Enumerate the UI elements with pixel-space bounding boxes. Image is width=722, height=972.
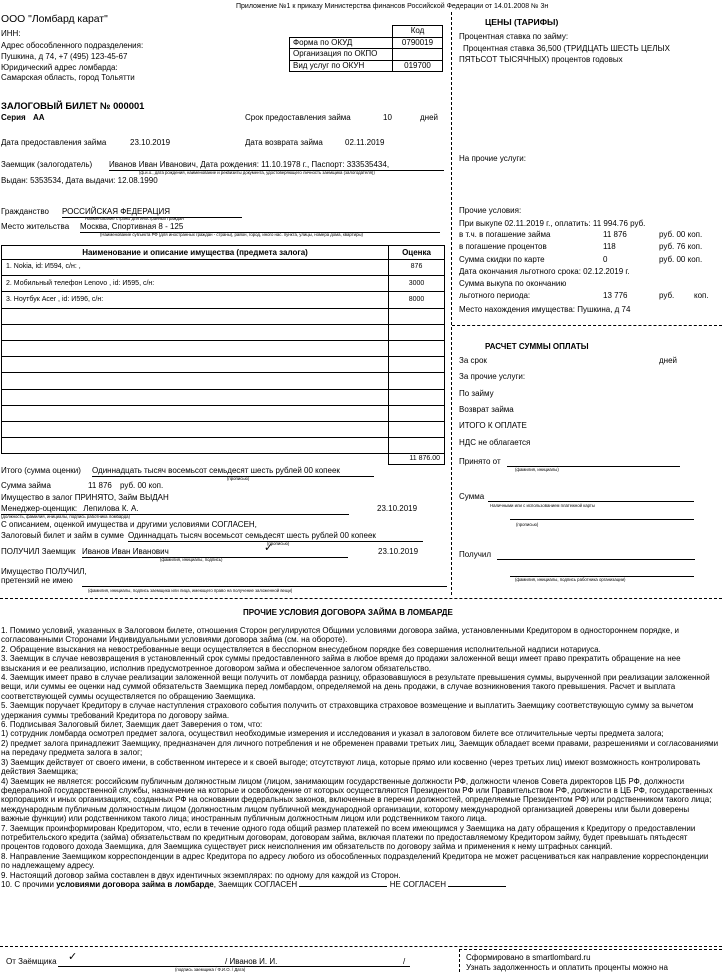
term-days: дней (420, 113, 439, 122)
item-name (2, 340, 389, 356)
p10-bold: условиями договора займа в ломбарде (56, 879, 214, 889)
ticket-title: ЗАЛОГОВЫЙ БИЛЕТ № 000001 (1, 100, 145, 111)
repay-loan-value: 11 876 (603, 230, 627, 239)
col-name-header: Наименование и описание имущества (предмета залога) (2, 246, 389, 260)
received-label: ПОЛУЧИЛ Заемщик (1, 547, 76, 556)
term-value: 10 (383, 113, 392, 122)
calc-term-label: За срок (459, 356, 487, 365)
calc-got-label: Получил (459, 550, 491, 559)
accepted-text: Имущество в залог ПРИНЯТО, Займ ВЫДАН (1, 493, 169, 502)
item-value: 876 (389, 260, 445, 276)
card-discount-unit: руб. 00 коп. (659, 255, 703, 264)
buyout-line: При выкупе 02.11.2019 г., оплатить: 11 994.76 руб. (459, 219, 646, 228)
repay-int-label: в погашение процентов (459, 242, 547, 251)
issued-by: Выдан: 5353534, Дата выдачи: 12.08.1990 (1, 176, 158, 185)
calc-total-pay: ИТОГО К ОПЛАТЕ (459, 421, 527, 430)
calc-title: РАСЧЕТ СУММЫ ОПЛАТЫ (485, 342, 589, 351)
not-agreed: НЕ СОГЛАСЕН (389, 879, 447, 889)
item-name (2, 389, 389, 405)
item-value (389, 373, 445, 389)
calc-vat: НДС не облагается (459, 438, 531, 447)
condition-paragraph: 6. Подписывая Залоговый билет, Заемщик дает Заверения о том, что: (1, 720, 263, 730)
grace-sum-unit-1: руб. (659, 291, 675, 300)
received-hint: (фамилия, инициалы, подпись) (160, 557, 223, 562)
p10-start: 10. С прочими (1, 879, 55, 889)
other-terms-label: Прочие условия: (459, 206, 522, 215)
calc-return-loan: Возврат займа (459, 405, 514, 414)
total-label: Итого (сумма оценки) (1, 466, 81, 475)
calc-term-days: дней (659, 356, 678, 365)
received-name: Иванов Иван Иванович (82, 547, 348, 558)
rate-line-1: Процентная ставка 36,500 (ТРИДЦАТЬ ШЕСТЬ ЦЕЛЫХ (463, 44, 670, 53)
org-name: ООО "Ломбард карат" (1, 14, 108, 25)
residence-hint: (Наименование субъекта РФ (для иностранных граждан - страны), район, город, иного нас. пункта, улицы, номера дома, квартиры) (100, 232, 363, 237)
property-label-1: Имущество ПОЛУЧИЛ, (1, 567, 87, 576)
calc-other-services: За прочие услуги: (459, 372, 526, 381)
code-label-okpo: Организация по ОКПО (290, 49, 393, 61)
item-name (2, 324, 389, 340)
item-name (2, 438, 389, 454)
item-value (389, 324, 445, 340)
item-value (389, 357, 445, 373)
item-name (2, 421, 389, 437)
condition-paragraph: 4) Заемщик не является: российским публичным должностным лицом (лицом, занимающим государственные должности РФ, должности членов Совета директоров ЦБ РФ, должности федеральной государственной службы, назначение на которые и освобождение от которых осуществляются Президентом РФ или Правительством РФ, должности в ЦБ РФ, государственных корпорациях и иных организациях, созданных РФ на основании федеральных законов, включенные в перечни должностей, определяемые Президентом РФ) или родственником такого лица; международным публичным должностным лицом (должностным лицом публичной международной организации, которому международной организацией доверены или были доверены важные функции) или родственником такого лица; иностранным публичным должностным лицом или родственником такого лица. (1, 776, 713, 824)
other-services-label: На прочие услуги: (459, 154, 526, 163)
items-table (1, 245, 445, 465)
calc-sum-label: Сумма (459, 492, 485, 501)
code-label-okud: Форма по ОКУД (290, 37, 393, 49)
condition-paragraph: 1) сотрудник ломбарда осмотрел предмет залога, осуществил необходимые измерения и исследования и указал в залоговом билете все отличительные черты предмета залога; (1, 729, 664, 739)
code-label-okun: Вид услуг по ОКУН (290, 60, 393, 72)
branch-address: Пушкина, д 74, +7 (495) 123-45-67 (1, 52, 128, 61)
agreed-text: С описанием, оценкой имущества и другими условиями СОГЛАСЕН, (1, 520, 257, 529)
org-inn: ИНН: (1, 29, 21, 38)
checkmark-icon: ✓ (264, 542, 274, 554)
condition-paragraph-10 (1, 880, 719, 889)
loan-label: Сумма займа (1, 481, 51, 490)
property-sign-line (82, 586, 447, 587)
item-name: 3. Ноутбук Acer , id: И596, с/н: (2, 292, 389, 308)
manager-hint: (должность, фамилия, инициалы, подпись работника ломбарда) (1, 514, 130, 519)
footer-name: / Иванов И. И. (225, 957, 278, 966)
repay-int-value: 118 (603, 242, 616, 251)
citizenship-label: Гражданство (1, 207, 49, 216)
item-value (389, 340, 445, 356)
return-date-label: Дата возврата займа (245, 138, 323, 147)
calc-by-loan: По займу (459, 389, 494, 398)
debt-text: Узнать задолженность и оплатить проценты можно на (466, 963, 668, 972)
ticket-sum-words: Одиннадцать тысяч восемьсот семьдесят шесть рублей 00 копеек (128, 531, 423, 542)
sum-hint: Наличными или с использованием платежной карты (490, 503, 595, 508)
footer-separator (0, 946, 722, 947)
items-total: 11 876.00 (389, 454, 445, 465)
item-name: 2. Мобильный телефон Lenovo , id: И595, с/н: (2, 276, 389, 292)
branch-label: Адрес обособленного подразделения: (1, 41, 144, 50)
residence-label: Место жительства (1, 222, 70, 231)
manager-label: Менеджер-оценщик: (1, 504, 78, 513)
condition-paragraph: 3) Заемщик действует от своего имени, в собственном интересе и к своей выгоде; отсутствуют лица, которые прямо или косвенно (через третьих лиц) имеют возможность контролировать действия Заемщика; (1, 757, 701, 777)
footer-box-top (459, 949, 722, 950)
received-date: 23.10.2019 (378, 547, 419, 556)
legal-label: Юридический адрес ломбарда: (1, 63, 118, 72)
legal-address: Самарская область, город Тольятти (1, 73, 135, 82)
condition-paragraph: 5. Заемщик поручает Кредитору в случае наступления страхового события получить от страховщика страховое возмещение и выплатить Заемщику соответствующую сумму за вычетом удержания суммы требований Кредитора по договору займа. (1, 701, 694, 720)
return-date: 02.11.2019 (345, 138, 385, 147)
condition-paragraph: 1. Помимо условий, указанных в Залоговом билете, отношения Сторон регулируются Общими условиями договора займа, установленными Кредитором в одностороннем порядке, и согласованными Сторонами Индивидуальными условиями договора займа (см. на обороте). (1, 626, 679, 645)
grace-end: Дата окончания льготного срока: 02.12.2019 г. (459, 267, 630, 276)
footer-checkmark-icon: ✓ (68, 951, 78, 963)
item-name: 1. Nokia, id: И594, с/н: , (2, 260, 389, 276)
p10-end: , Заемщик СОГЛАСЕН (213, 879, 298, 889)
repay-loan-label: в т.ч. в погашение займа (459, 230, 551, 239)
repay-int-unit: руб. 76 коп. (659, 242, 703, 251)
ticket-sum-hint: (прописью) (267, 541, 290, 546)
item-value (389, 421, 445, 437)
footer-from-label: От Заёмщика (6, 957, 57, 966)
accepted-hint: (фамилия, инициалы) (515, 467, 559, 472)
section-separator (0, 598, 722, 599)
residence-value: Москва, Спортивная 8 - 125 (80, 222, 440, 233)
got-sign-line (510, 576, 694, 577)
code-value-okud: 0790019 (393, 37, 443, 49)
appendix-note: Приложение №1 к приказу Министерства финансов Российской Федерации от 14.01.2008 № 3н (236, 3, 549, 10)
item-value (389, 389, 445, 405)
rate-label: Процентная ставка по займу: (459, 32, 569, 41)
condition-paragraph: 8. Направление Заемщиком корреспонденции в адрес Кредитора по адресу любого из обособленных подразделений Кредитора не может расцениваться как направление корреспонденции по надлежащему адресу. (1, 851, 709, 871)
property-location: Место нахождения имущества: Пушкина, д 74 (459, 305, 631, 314)
item-name (2, 405, 389, 421)
borrower-hint: (ф.и.о., дата рождения, наименование и реквизиты документа, удостоверяющего личность заемщика (залогодателя)) (139, 170, 375, 175)
manager-line (1, 504, 349, 515)
condition-paragraph: 9. Настоящий договор займа составлен в двух идентичных экземплярах: по одному для каждой из Сторон. (1, 870, 401, 880)
code-value-okpo (393, 49, 443, 61)
ticket-sum-label: Залоговый билет и займ в сумме (1, 531, 124, 540)
condition-paragraph: 2) предмет залога принадлежит Заемщику, предназначен для личного потребления и не обременен правами третьих лиц, Заемщик обладает всеми правами, разрешениями и согласованиями на передачу предмета залога в залог; (1, 738, 719, 758)
formed-text: Сформировано в smartlombard.ru (466, 953, 591, 962)
column-separator (451, 12, 452, 595)
sum-line (488, 501, 694, 502)
issue-date: 23.10.2019 (130, 138, 171, 147)
repay-loan-unit: руб. 00 коп. (659, 230, 703, 239)
total-words-hint: (прописью) (227, 476, 250, 481)
condition-paragraph: 3. Заемщик в случае невозвращения в установленный срок суммы предоставленного займа в любое время до продажи заложенной вещи имеет право прекратить обращение на нее взыскания и ее реализацию, исполнив предусмотренное договором займа и обеспеченное залогом обязательство. (1, 654, 681, 673)
item-name (2, 373, 389, 389)
total-words: Одиннадцать тысяч восемьсот семьдесят шесть рублей 00 копеек (92, 466, 374, 477)
footer-name-end: / (403, 957, 406, 966)
property-hint: (фамилия, инициалы, подпись заемщика или лица, имеющего право на получение заложенной вещи) (88, 588, 293, 593)
item-name (2, 308, 389, 324)
footer-hint: (подпись заемщика / Ф.И.О. / Дата) (175, 967, 246, 972)
card-discount-value: 0 (603, 255, 608, 264)
got-hint: (фамилия, инициалы, подпись работника организации) (515, 577, 626, 582)
got-line (497, 559, 695, 560)
card-discount-label: Сумма скидки по карте (459, 255, 545, 264)
property-label-2: претензий не имею (1, 576, 73, 585)
loan-value: 11 876 (88, 481, 112, 490)
grace-sum-label-1: Сумма выкупа по окончанию (459, 279, 567, 288)
prices-separator (452, 325, 722, 326)
series-label: Серия (1, 113, 26, 122)
grace-sum-value: 13 776 (603, 291, 628, 300)
footer-box-left (459, 949, 460, 972)
grace-sum-label-2: льготного периода: (459, 291, 531, 300)
item-value (389, 438, 445, 454)
codes-table (289, 25, 443, 72)
sum-words-hint: (прописью) (516, 522, 539, 527)
citizenship-value: РОССИЙСКАЯ ФЕДЕРАЦИЯ (62, 207, 242, 218)
item-value: 3000 (389, 276, 445, 292)
series-value: АА (33, 113, 45, 122)
condition-paragraph: 7. Заемщик проинформирован Кредитором, что, если в течение одного года общий размер платежей по всем имеющимся у Заемщика на дату обращения к Кредитору о предоставлении потребительского кредита (займа) обязательствам по кредитным договорам, договорам займа, включая платежи по предоставляемому Кредитором займу, будет превышать пятьдесят процентов годового дохода Заемщика, для Заемщика существует риск неисполнения им обязательств по договору займа и применения к нему штрафных санкций. (1, 823, 696, 852)
sum-words-line (510, 519, 694, 520)
loan-unit: руб. 00 коп. (120, 481, 164, 490)
borrower-value: Иванов Иван Иванович, Дата рождения: 11.10.1978 г., Паспорт: 333535434, (109, 160, 444, 171)
condition-paragraph: 4. Заемщик имеет право в случае реализации заложенной вещи получить от ломбарда разницу, образовавшуюся в результате превышения суммы, вырученной при реализации заложенной вещи, или суммы ее оценки над суммой обязательств Заемщика перед ломбардом, определяемой на день продажи, в случае возникновения такого превышения. Расчет и выплата соответствующей суммы осуществляется по обращению Заемщика. (1, 673, 710, 701)
item-value (389, 405, 445, 421)
term-label: Срок предоставления займа (245, 113, 351, 122)
rate-line-2: ПЯТЬСОТ ТЫСЯЧНЫХ) процентов годовых (459, 55, 623, 64)
col-value-header: Оценка (389, 246, 445, 260)
calc-accepted-label: Принято от (459, 457, 501, 466)
item-value (389, 308, 445, 324)
item-value: 8000 (389, 292, 445, 308)
citizenship-hint: Наименование страны для иностранных граждан (85, 216, 184, 221)
conditions-text (1, 626, 719, 889)
borrower-label: Заемщик (залогодатель) (1, 160, 93, 169)
item-name (2, 357, 389, 373)
manager-date: 23.10.2019 (377, 504, 418, 513)
code-value-okun: 019700 (393, 60, 443, 72)
prices-title: ЦЕНЫ (ТАРИФЫ) (485, 17, 559, 27)
grace-sum-unit-2: коп. (694, 291, 709, 300)
manager-name: Лепилова К. А. (83, 504, 139, 513)
codes-header: Код (393, 26, 443, 38)
issue-date-label: Дата предоставления займа (1, 138, 107, 147)
conditions-title: ПРОЧИЕ УСЛОВИЯ ДОГОВОРА ЗАЙМА В ЛОМБАРДЕ (243, 608, 453, 617)
condition-paragraph: 2. Обращение взыскания на невостребованные вещи осуществляется в бесспорном внесудебном порядке без совершения исполнительной надписи нотариуса. (1, 644, 601, 654)
